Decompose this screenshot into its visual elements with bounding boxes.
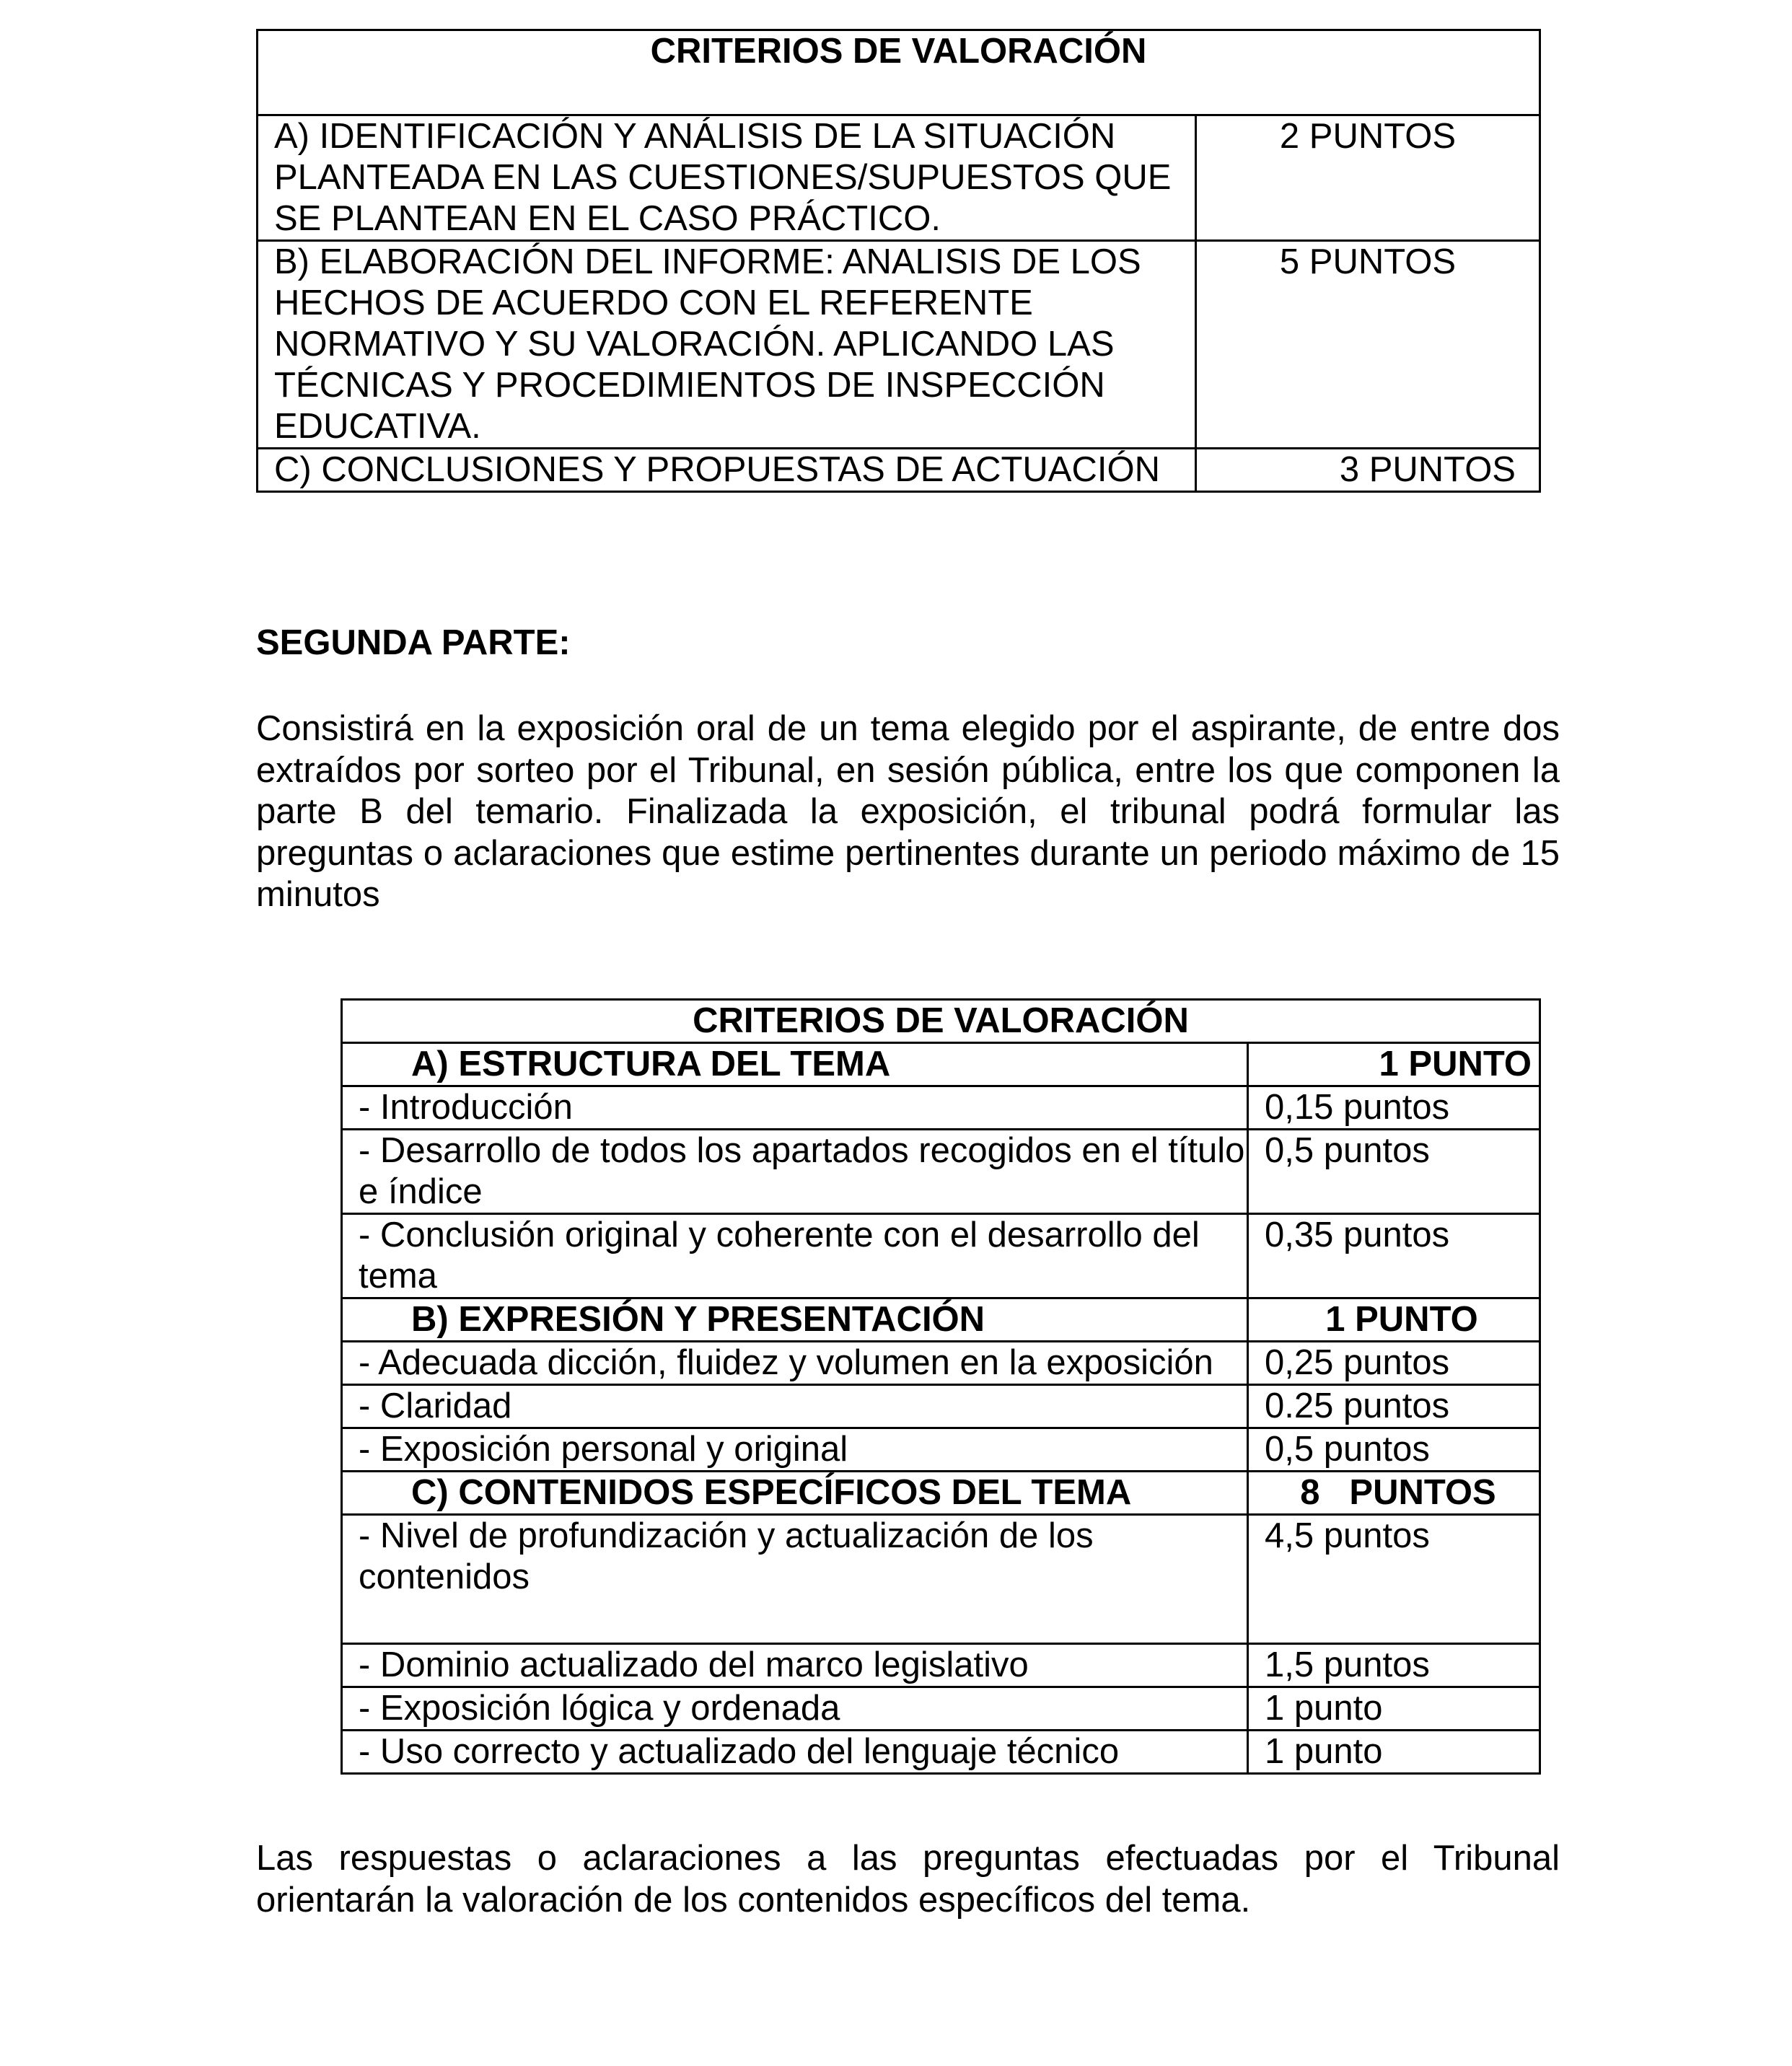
table-row: [342, 1130, 1540, 1214]
item-text: - Dominio actualizado del marco legislativo: [342, 1644, 1248, 1687]
table-header: CRITERIOS DE VALORACIÓN: [258, 30, 1540, 115]
section-heading: SEGUNDA PARTE:: [256, 623, 571, 662]
criterion-c: C) CONCLUSIONES Y PROPUESTAS DE ACTUACIÓN: [258, 449, 1196, 492]
item-text: - Conclusión original y coherente con el desarrollo del tema: [342, 1214, 1248, 1298]
item-points: 0,5 puntos: [1248, 1130, 1540, 1214]
item-text: - Claridad: [342, 1385, 1248, 1428]
table-header: CRITERIOS DE VALORACIÓN: [342, 1000, 1540, 1043]
section-b-points: 1 PUNTO: [1248, 1298, 1540, 1342]
item-text: - Adecuada dicción, fluidez y volumen en la exposición: [342, 1342, 1248, 1385]
item-points: 0.25 puntos: [1248, 1385, 1540, 1428]
table-row: [342, 1385, 1540, 1428]
item-points: 1 punto: [1248, 1687, 1540, 1731]
section-a-points: 1 PUNTO: [1248, 1043, 1540, 1086]
item-points: 1,5 puntos: [1248, 1644, 1540, 1687]
item-text: - Exposición personal y original: [342, 1428, 1248, 1472]
section-c-label: C) CONTENIDOS ESPECÍFICOS DEL TEMA: [342, 1472, 1248, 1515]
table-row: [342, 1644, 1540, 1687]
section-c-points: 8 PUNTOS: [1248, 1472, 1540, 1515]
table-row: [342, 1731, 1540, 1774]
criterion-a: A) IDENTIFICACIÓN Y ANÁLISIS DE LA SITUACIÓN PLANTEADA EN LAS CUESTIONES/SUPUESTOS QUE SE PLANTEAN EN EL CASO PRÁCTICO.: [258, 115, 1196, 241]
table-row: [342, 1687, 1540, 1731]
table-row: [342, 1086, 1540, 1130]
criteria-table-part1: [256, 29, 1541, 493]
criterion-a-points: 2 PUNTOS: [1196, 115, 1540, 241]
closing-paragraph: Las respuestas o aclaraciones a las preguntas efectuadas por el Tribunal orientarán la valoración de los contenidos específicos del tema.: [256, 1839, 1560, 1920]
criterion-b-points: 5 PUNTOS: [1196, 241, 1540, 449]
section-a-label: A) ESTRUCTURA DEL TEMA: [342, 1043, 1248, 1086]
item-points: 0,25 puntos: [1248, 1342, 1540, 1385]
item-text: - Exposición lógica y ordenada: [342, 1687, 1248, 1731]
item-points: 4,5 puntos: [1248, 1515, 1540, 1644]
table-row: [342, 1214, 1540, 1298]
table-row: [342, 1428, 1540, 1472]
item-points: 0,5 puntos: [1248, 1428, 1540, 1472]
item-points: 0,15 puntos: [1248, 1086, 1540, 1130]
criteria-table-part2: [341, 998, 1541, 1775]
item-points: 1 punto: [1248, 1731, 1540, 1774]
description-paragraph: Consistirá en la exposición oral de un tema elegido por el aspirante, de entre dos extraídos por sorteo por el Tribunal, en sesión pública, entre los que componen la parte B del temario. Finalizada la exposición, el tribunal podrá formular las preguntas o aclaraciones que estime pertinentes durante un periodo máximo de 15 minutos: [256, 709, 1560, 914]
section-b-label: B) EXPRESIÓN Y PRESENTACIÓN: [342, 1298, 1248, 1342]
item-points: 0,35 puntos: [1248, 1214, 1540, 1298]
criterion-b: B) ELABORACIÓN DEL INFORME: ANALISIS DE LOS HECHOS DE ACUERDO CON EL REFERENTE NORMATIVO Y SU VALORACIÓN. APLICANDO LAS TÉCNICAS Y PROCEDIMIENTOS DE INSPECCIÓN EDUCATIVA.: [258, 241, 1196, 449]
criterion-c-points: 3 PUNTOS: [1196, 449, 1540, 492]
item-text: - Nivel de profundización y actualización de los contenidos: [342, 1515, 1248, 1644]
table-row: [342, 1515, 1540, 1644]
table-row: [342, 1342, 1540, 1385]
item-text: - Desarrollo de todos los apartados recogidos en el título e índice: [342, 1130, 1248, 1214]
item-text: - Introducción: [342, 1086, 1248, 1130]
item-text: - Uso correcto y actualizado del lenguaje técnico: [342, 1731, 1248, 1774]
